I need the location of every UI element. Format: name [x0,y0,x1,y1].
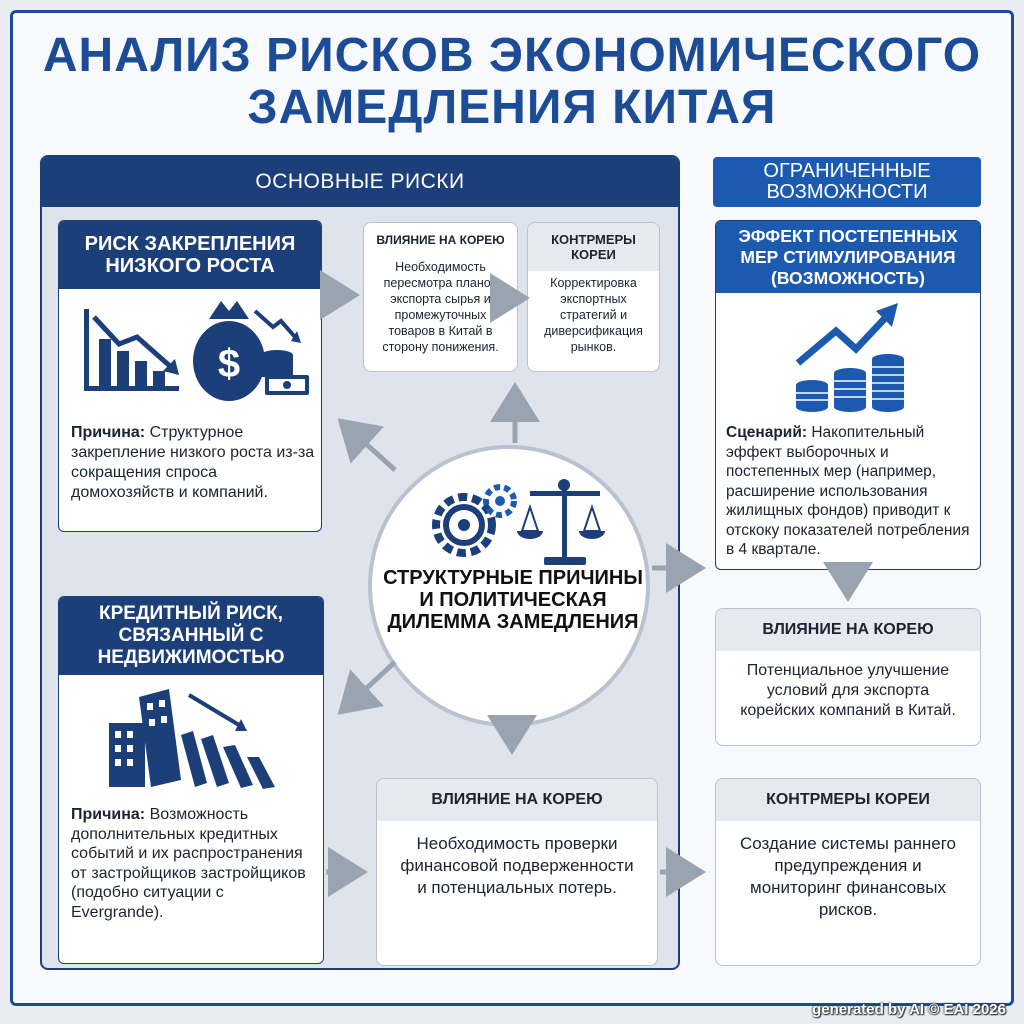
stimulus-scenario: Сценарий: Накопительный эффект выборочных и постепенных мер (например, расширение использования жилищных фондов) приводит к отскоку показателей потребления в 4 квартале. [726,424,970,558]
stimulus-title: ЭФФЕКТ ПОСТЕПЕННЫХ МЕР СТИМУЛИРОВАНИЯ (ВОЗМОЖНОСТЬ) [716,221,980,293]
low-growth-cause: Причина: Структурное закрепление низкого роста из-за сокращения спроса домохозяйств и компаний. [71,424,315,501]
main-risks-header: ОСНОВНЫЕ РИСКИ [42,157,678,207]
low-growth-impact-text: Необходимость пересмотра планов экспорта сырья и промежуточных товаров в Китай в сторону понижения. [382,260,499,354]
watermark: generated by AI © EAI 2026 [812,1001,1006,1018]
low-growth-impact-title: ВЛИЯНИЕ НА КОРЕЮ [364,223,517,257]
page-title: АНАЛИЗ РИСКОВ ЭКОНОМИЧЕСКОГО ЗАМЕДЛЕНИЯ КИТАЯ [42,29,982,134]
limited-counter-text: Создание системы раннего предупреждения и мониторинг финансовых рисков. [740,834,956,919]
center-title: СТРУКТУРНЫЕ ПРИЧИНЫ И ПОЛИТИЧЕСКАЯ ДИЛЕММА ЗАМЕДЛЕНИЯ [383,567,643,633]
arrow-center-to-realestate [345,662,395,708]
limited-impact-text: Потенциальное улучшение условий для экспорта корейских компаний в Китай. [740,662,956,719]
svg-text:$: $ [217,342,241,386]
low-growth-counter-title: КОНТРМЕРЫ КОРЕИ [528,223,659,271]
real-estate-impact-title: ВЛИЯНИЕ НА КОРЕЮ [377,779,657,821]
limited-impact-title: ВЛИЯНИЕ НА КОРЕЮ [716,609,980,651]
real-estate-impact-text: Необходимость проверки финансовой подверженности и потенциальных потерь. [400,834,634,897]
limited-counter-title: КОНТРМЕРЫ КОРЕИ [716,779,980,821]
low-growth-counter-text: Корректировка экспортных стратегий и диверсификация рынков. [544,276,643,354]
arrow-center-to-lowgrowth [345,425,395,470]
real-estate-risk-title: КРЕДИТНЫЙ РИСК, СВЯЗАННЫЙ С НЕДВИЖИМОСТЬЮ [59,597,323,675]
real-estate-cause: Причина: Возможность дополнительных кредитных событий и их распространения от застройщиков застройщиков (подобно ситуации с Evergrande). [71,806,306,921]
limited-header: ОГРАНИЧЕННЫЕ ВОЗМОЖНОСТИ [713,157,981,207]
low-growth-risk-title: РИСК ЗАКРЕПЛЕНИЯ НИЗКОГО РОСТА [59,221,321,289]
